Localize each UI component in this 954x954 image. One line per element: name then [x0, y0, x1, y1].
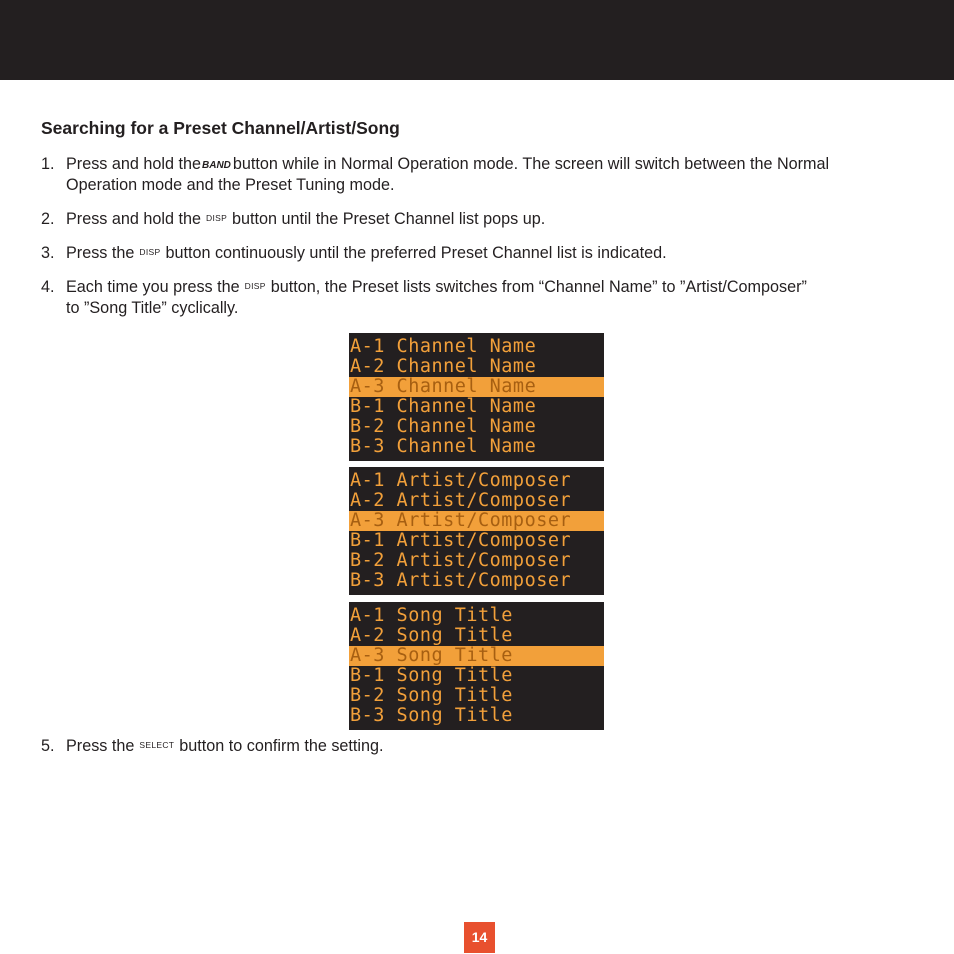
step-text: Press the — [66, 244, 135, 262]
step-1 — [41, 154, 921, 196]
select-button-label: SELECT — [139, 740, 175, 750]
page-number: 14 — [464, 922, 495, 953]
step-number: 2. — [41, 210, 55, 228]
step-2 — [41, 209, 921, 230]
lcd-screen-artist-composer — [349, 467, 604, 595]
step-text: button continuously until the preferred Preset Channel list is indicated. — [165, 244, 667, 262]
header-bar — [0, 0, 954, 80]
disp-button-label: DISP — [139, 247, 161, 257]
step-text: to ”Song Title” cyclically. — [66, 299, 239, 317]
step-number: 5. — [41, 737, 55, 755]
band-button-label: BAND — [202, 160, 231, 171]
step-number: 3. — [41, 244, 55, 262]
lcd-row: B-3 Artist/Composer — [350, 570, 572, 591]
lcd-row-selected: A-3 Artist/Composer — [349, 511, 604, 531]
lcd-row: B-3 Song Title — [350, 705, 513, 726]
lcd-row: A-2 Song Title — [350, 625, 513, 646]
step-text: button, the Preset lists switches from “Channel Name” to ”Artist/Composer” — [270, 278, 807, 296]
lcd-row-selected: A-3 Channel Name — [349, 377, 604, 397]
step-text: Each time you press the — [66, 278, 240, 296]
lcd-row: A-2 Artist/Composer — [350, 490, 572, 511]
step-text: Press the — [66, 737, 135, 755]
lcd-row: B-3 Channel Name — [350, 436, 537, 457]
lcd-row-selected: A-3 Song Title — [349, 646, 604, 666]
step-4 — [41, 277, 921, 319]
lcd-row: A-1 Channel Name — [350, 336, 537, 357]
lcd-row: B-2 Artist/Composer — [350, 550, 572, 571]
step-text: Operation mode and the Preset Tuning mode. — [66, 176, 395, 194]
lcd-row: B-2 Song Title — [350, 685, 513, 706]
lcd-row: A-1 Artist/Composer — [350, 470, 572, 491]
lcd-row: B-1 Song Title — [350, 665, 513, 686]
lcd-row: B-1 Artist/Composer — [350, 530, 572, 551]
step-5 — [41, 736, 921, 757]
step-text: button while in Normal Operation mode. The screen will switch between the Normal — [232, 155, 830, 173]
step-number: 4. — [41, 278, 55, 296]
lcd-row: B-1 Channel Name — [350, 396, 537, 417]
step-3 — [41, 243, 921, 264]
lcd-row: A-1 Song Title — [350, 605, 513, 626]
step-text: button until the Preset Channel list pops up. — [232, 210, 546, 228]
lcd-screen-song-title — [349, 602, 604, 730]
step-text: Press and hold the — [66, 210, 201, 228]
lcd-row: B-2 Channel Name — [350, 416, 537, 437]
step-number: 1. — [41, 155, 55, 173]
lcd-row: A-2 Channel Name — [350, 356, 537, 377]
step-text: button to confirm the setting. — [179, 737, 384, 755]
lcd-screen-channel-name — [349, 333, 604, 461]
disp-button-label: DISP — [206, 213, 228, 223]
disp-button-label: DISP — [244, 281, 266, 291]
section-title: Searching for a Preset Channel/Artist/Song — [41, 118, 400, 138]
step-text: Press and hold the — [66, 155, 201, 173]
